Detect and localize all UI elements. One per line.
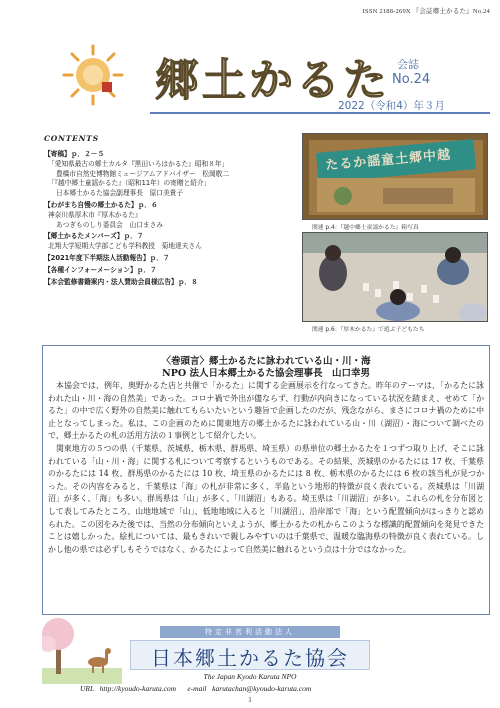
photo2-caption: 関連 p.6：『厚木かるた』で遊ぶ子どもたち: [312, 327, 425, 333]
article-title: 〈巻頭言〉郷土かるたに詠われている山・川・海: [161, 356, 371, 367]
org-subtitle: 特定非営利活動法人: [160, 626, 340, 638]
toc-heading: 【2021年度下半期法人活動報告】ｐ．７: [44, 253, 170, 262]
org-english-name: The Japan Kyodo Karuta NPO: [203, 672, 297, 681]
toc-group: [44, 150, 284, 199]
toc-line: 神奈川県厚木市『厚木かるた』: [48, 210, 142, 219]
toc-heading: 【郷土かるたメンバーズ】ｐ．７: [44, 232, 144, 241]
toc-group: [44, 254, 284, 264]
toc-heading: 【本会監修書籍案内・法人賛助会員様広告】ｐ．８: [44, 277, 198, 286]
toc-line: 豊橋市自然史博物館ミュージアムアドバイザー 松岡敬二: [56, 169, 230, 178]
contents-heading: CONTENTS: [44, 134, 99, 143]
org-name: 日本郷土かるた協会: [151, 646, 349, 670]
toc-group: [44, 201, 284, 230]
issn-line: ISSN 2188-269X 『会誌郷土かるた』No.24: [362, 8, 490, 15]
toc-heading: 【わがまち自慢の郷土かるた】ｐ．６: [44, 200, 158, 209]
article-paragraph: 本協会では、例年、奥野かるた店と共催で「かるた」に関する企画展示を行なってきた。昨年のテーマは、「かるたに詠われた山・川・海の自然美」であった。コロナ禍で外出が儘ならず、行動が内向きになっている状況を踏まえ、せめて「かるた」の中で広く野外の自然美に触れてもらいたいという趣旨で企画したのだが、残念ながら、まさにコロナ禍のために中止となってしまった。私は、この企画のために関東地方の郷土かるたに詠われている山・川（湖沼）・海について調べたので、郷土かるたの札の活用方法の１事例として紹介したい。: [48, 381, 484, 441]
article-body: [48, 380, 484, 556]
toc-heading: 【各種インフォーメーション】ｐ．７: [44, 265, 157, 274]
issue-number: No.24: [392, 72, 431, 87]
kaishi-label: 会誌: [397, 58, 419, 71]
toc-line: 日本郷土かるた協会副理事長 原口美貴子: [56, 189, 184, 198]
sun-logo-icon: [62, 44, 124, 106]
article-author: NPO 法人日本郷土かるた協会理事長 山口幸男: [162, 368, 370, 379]
page-number: 1: [248, 696, 252, 704]
toc-heading: 【寄稿】ｐ．２－５: [44, 150, 105, 158]
magazine-title: 郷土かるた: [155, 55, 390, 106]
toc-line: 「愛知県最古の郷土カルタ『黒田いろはかるた』昭和８年」: [48, 159, 229, 168]
toc-group: [44, 278, 284, 288]
cherry-tree-illustration-icon: [42, 618, 122, 684]
issue-date: 2022（令和4）年３月: [338, 100, 445, 112]
children-playing-photo: [302, 232, 488, 322]
toc-line: 北翔大学短期大学部こども学科教授 菊地達夫さん: [48, 242, 202, 251]
contact-line: URL http://kyoudo-karuta.com e-mail karutachan@kyoudo-karuta.com: [80, 684, 312, 693]
article-paragraph: 関東地方の５つの県（千葉県、茨城県、栃木県、群馬県、埼玉県）の県単位の郷土かるたを１つずつ取り上げ、そこに詠われている「山・川・海」に関する札について考察するというものである。その結果、茨城県のかるたには 17 枚、千葉県のかるたには 14 枚、群馬県のかるたには 10 枚、埼玉県のかるたには 8 枚、栃木県のかるたには 6 枚の該当札が見つかった。その内容をみると、千葉県は「海」の札が非常に多く、半島という地形的特徴が良く表れている。茨城県は「川湖沼」が多く、「海」も多い。群馬県は「山」が多く、「川湖沼」もある。埼玉県は「川湖沼」が多い。これらの札を分布図として表してみたところ、山地地域で「山」、低地地域に入ると「川湖沼」、沿岸部で「海」という配置傾向がはっきりと認められた。この図をみた後では、当然の分布傾向といえようが、郷土かるたの札からこのような標識的配置傾向を発見できたことは嬉しかった。絵札については、最もきれいで親しみやすいのは千葉県で、温暖な臨海県の特徴が良く表れている。しかし他の県では必ずしもそうではなく、かるたによって自然美に触れるという点は十分ではなかった。: [48, 443, 484, 554]
toc-line: 「『越中郷土童謡かるた』（昭和11年）の寄贈と紹介」: [48, 179, 211, 188]
toc-group: [44, 232, 284, 252]
karuta-box-photo: [302, 133, 488, 220]
karuta-box-text: たるか謡童土郷中越: [324, 147, 452, 174]
photo1-caption: 関連 p.4：『越中郷土童謡かるた』箱写真: [312, 225, 419, 231]
table-of-contents: [44, 150, 284, 289]
toc-line: あつぎものしり委員会 山口まさみ: [56, 220, 163, 229]
header-rule: [150, 112, 490, 114]
toc-group: [44, 266, 284, 276]
